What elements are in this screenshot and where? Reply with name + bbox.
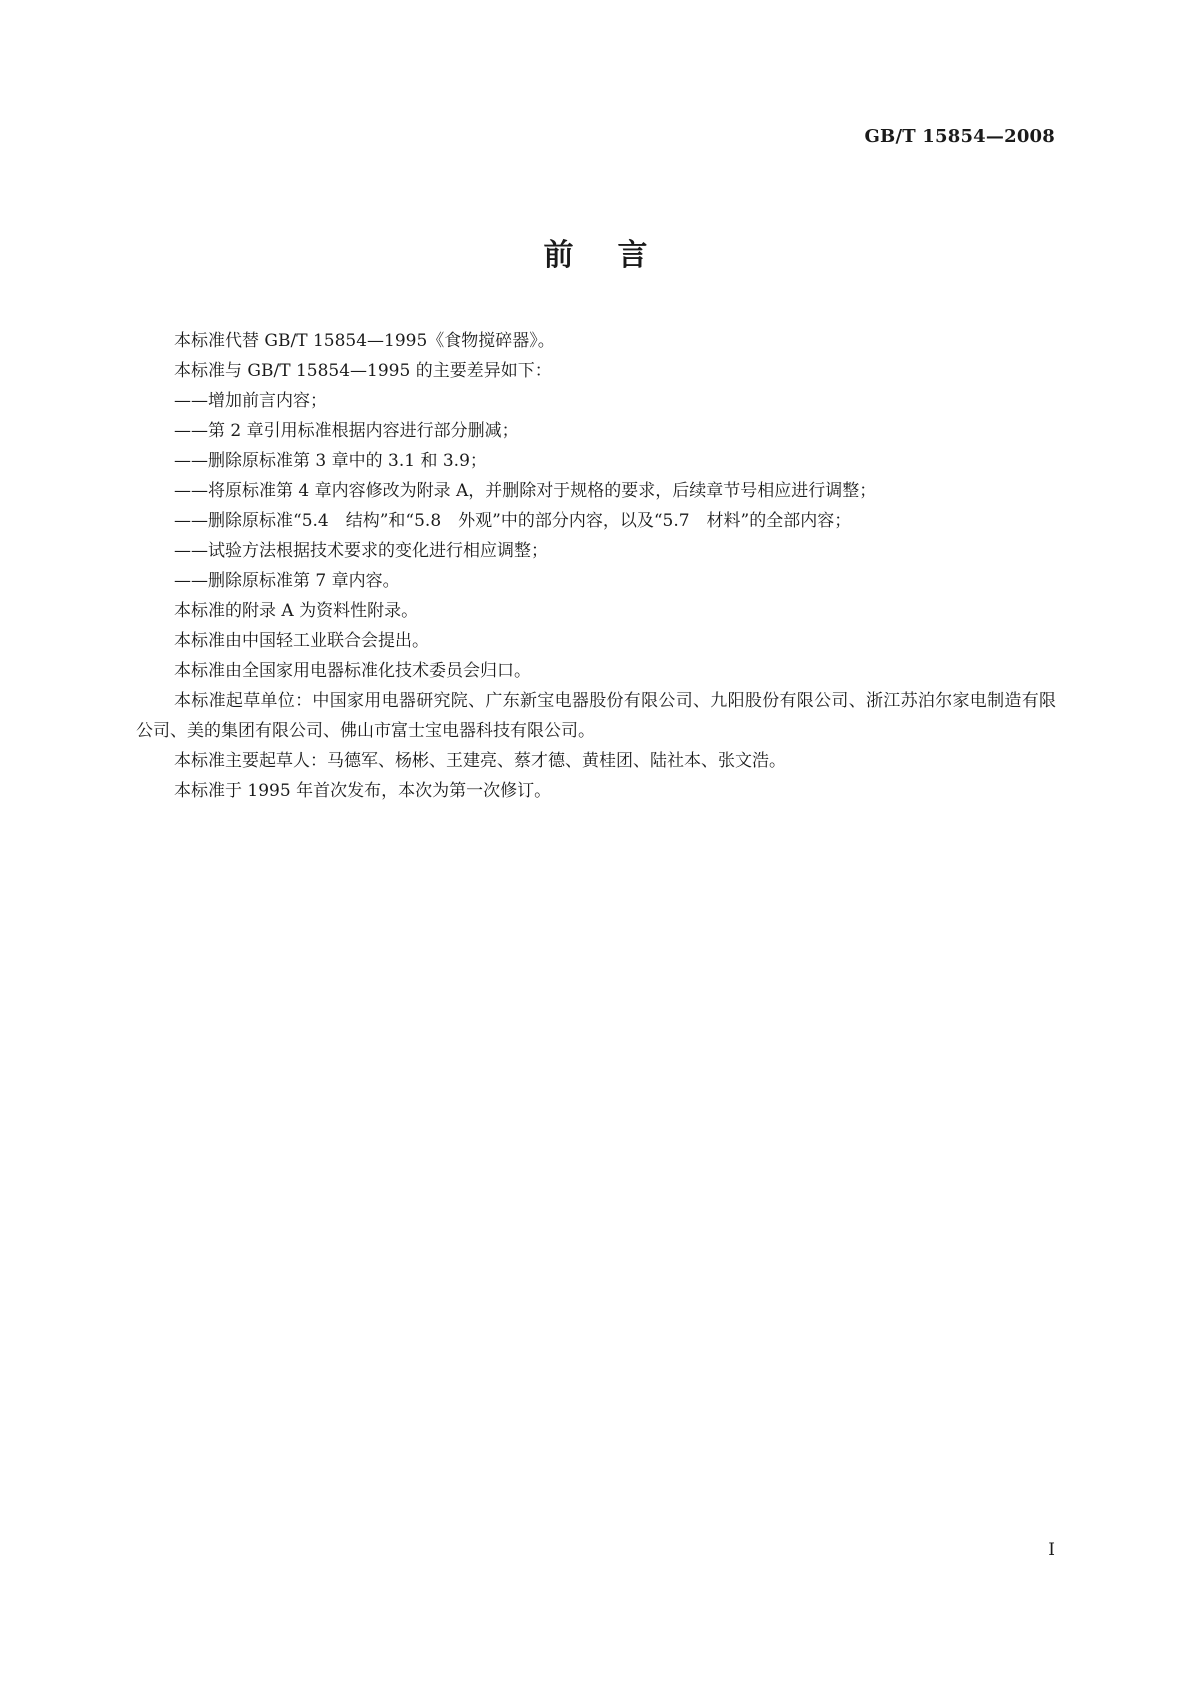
difference-item: ——试验方法根据技术要求的变化进行相应调整； (174, 541, 548, 561)
paragraph-replaces: 本标准代替 GB/T 15854—1995《食物搅碎器》。 (174, 331, 555, 351)
paragraph-proposer: 本标准由中国轻工业联合会提出。 (174, 631, 429, 651)
difference-item: ——增加前言内容； (174, 391, 327, 411)
paragraph-history: 本标准于 1995 年首次发布，本次为第一次修订。 (174, 781, 552, 801)
paragraph-annex: 本标准的附录 A 为资料性附录。 (174, 601, 419, 621)
paragraph-committee: 本标准由全国家用电器标准化技术委员会归口。 (174, 661, 531, 681)
standard-number: GB/T 15854—2008 (864, 126, 1055, 147)
page-number: I (1048, 1540, 1055, 1560)
paragraph-drafting-units: 本标准起草单位：中国家用电器研究院、广东新宝电器股份有限公司、九阳股份有限公司、浙江苏泊尔家电制造有限公司、美的集团有限公司、佛山市富士宝电器科技有限公司。 (136, 691, 1056, 741)
difference-item: ——删除原标准第 7 章内容。 (174, 571, 400, 591)
foreword-body (136, 326, 1056, 806)
paragraph-drafters: 本标准主要起草人：马德军、杨彬、王建亮、蔡才德、黄桂团、陆社本、张文浩。 (174, 751, 786, 771)
paragraph-differences-intro: 本标准与 GB/T 15854—1995 的主要差异如下： (174, 361, 552, 381)
page-title: 前言 (543, 238, 692, 273)
difference-item: ——将原标准第 4 章内容修改为附录 A，并删除对于规格的要求，后续章节号相应进行调整； (174, 481, 877, 501)
difference-item: ——删除原标准“5.4 结构”和“5.8 外观”中的部分内容，以及“5.7 材料”的全部内容； (174, 511, 852, 531)
difference-item: ——删除原标准第 3 章中的 3.1 和 3.9； (174, 451, 487, 471)
difference-item: ——第 2 章引用标准根据内容进行部分删减； (174, 421, 519, 441)
